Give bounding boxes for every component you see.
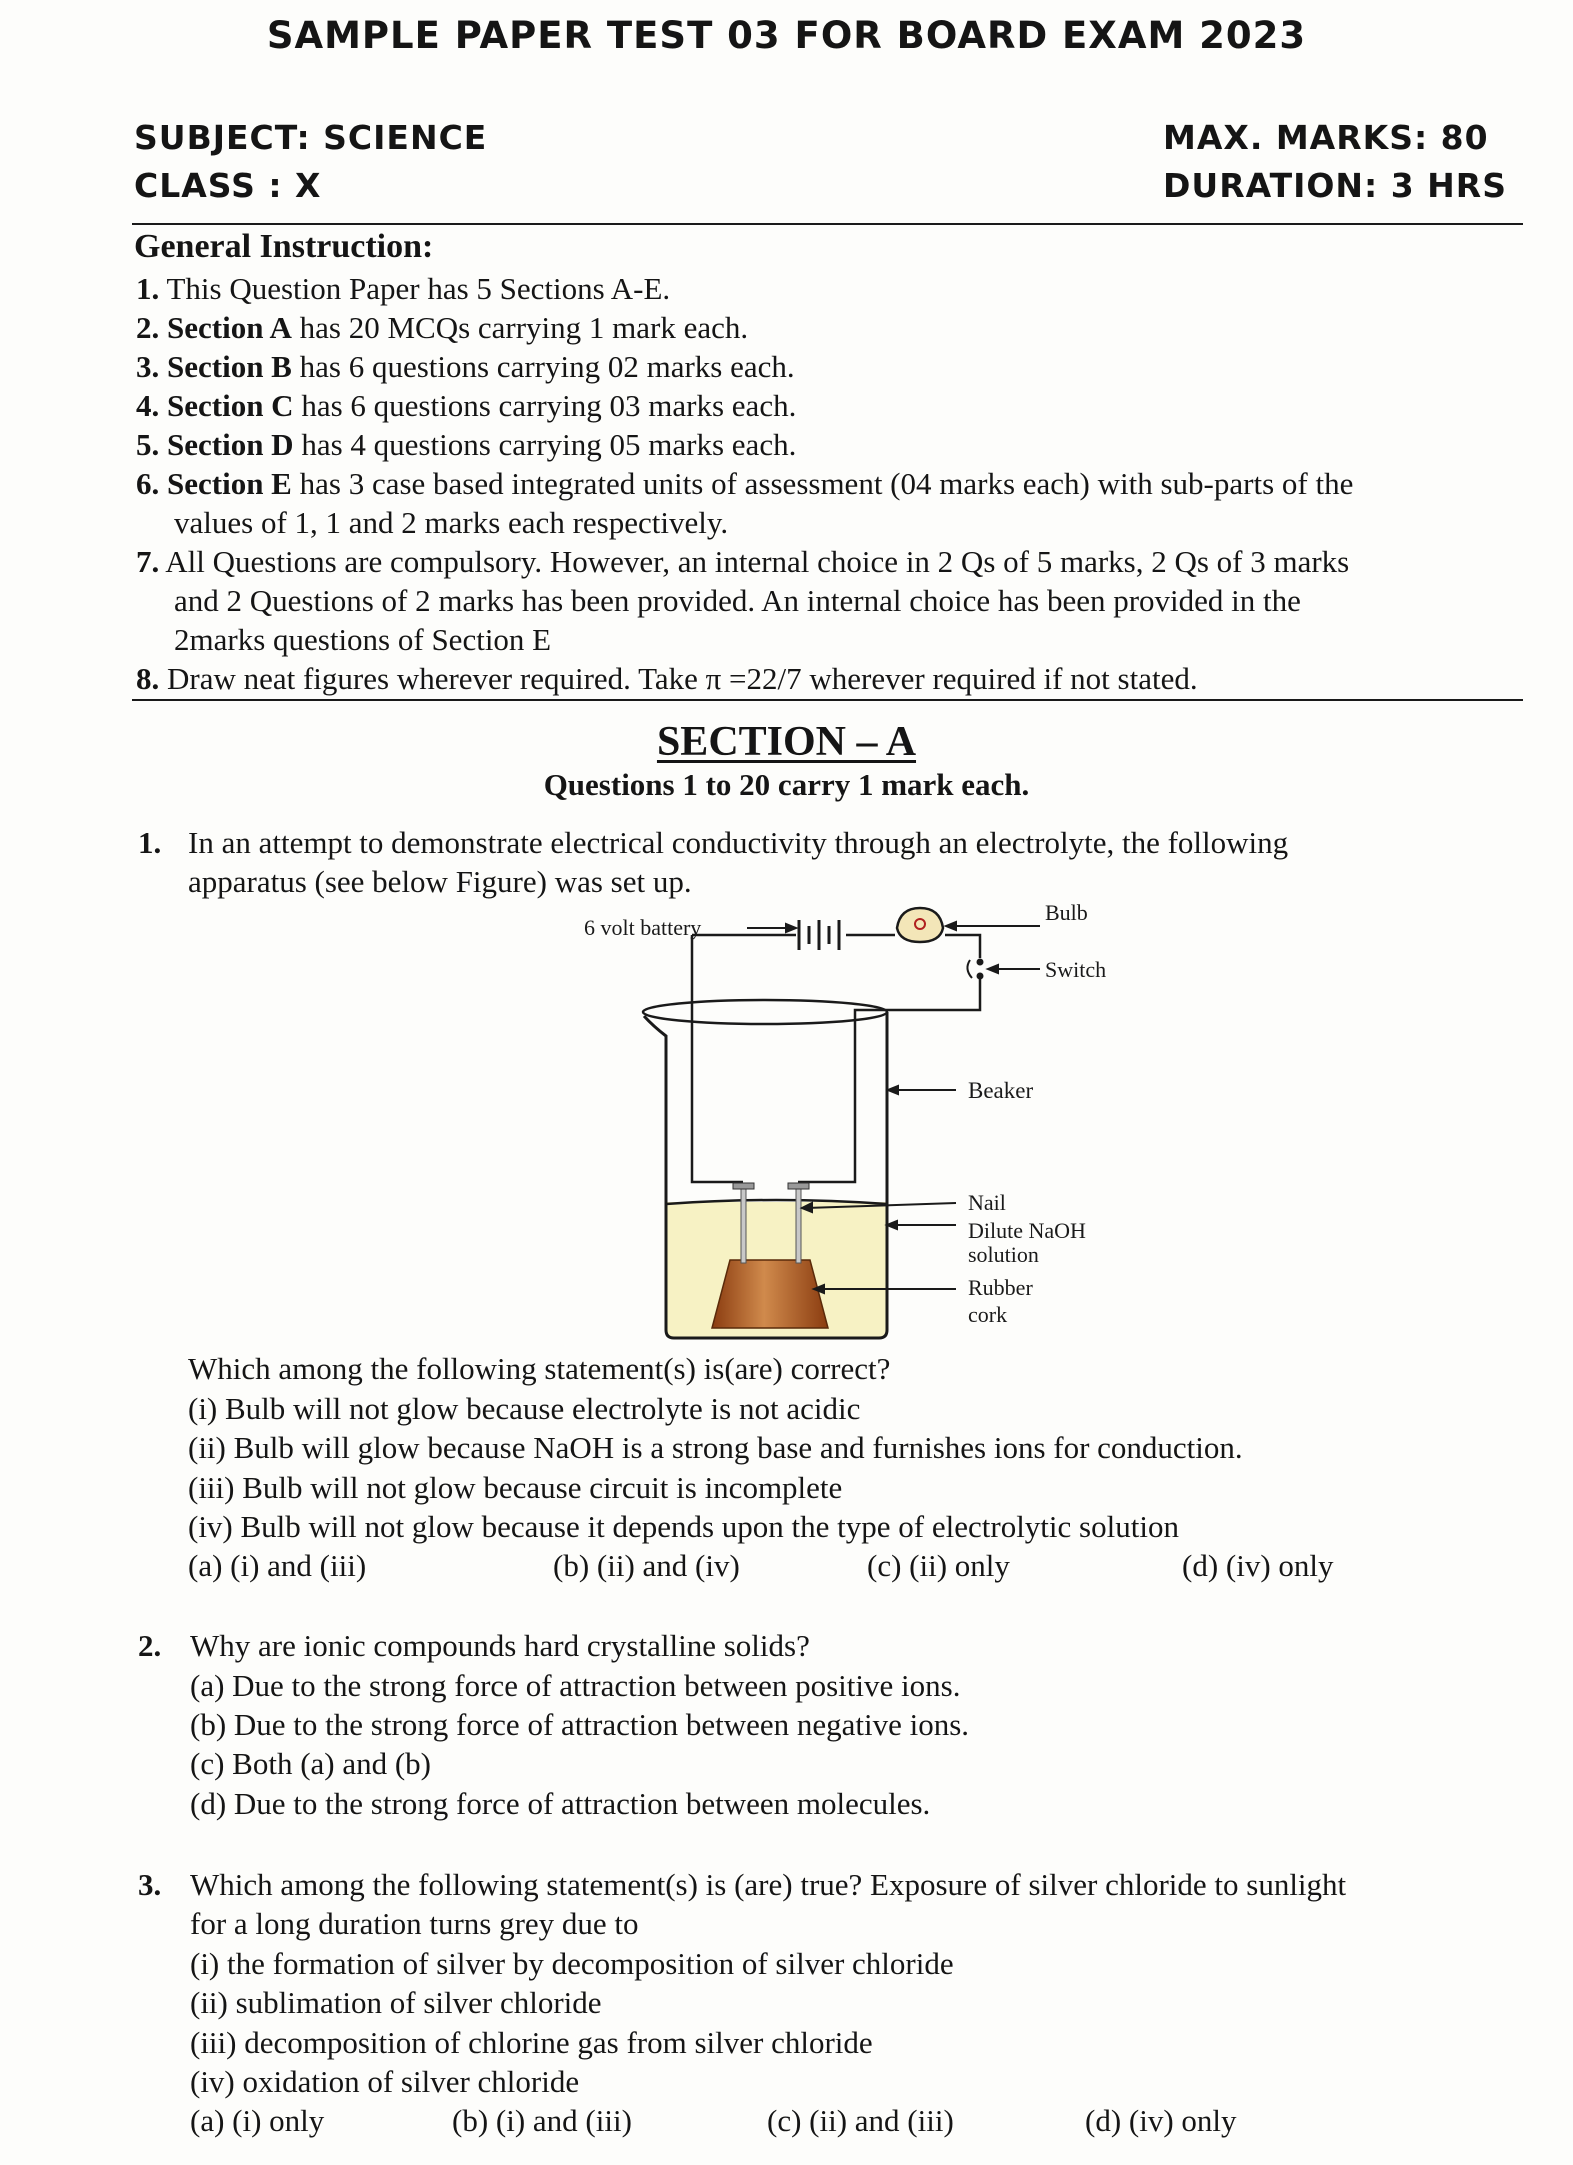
option-a: (a) (i) only bbox=[190, 2103, 325, 2138]
bulb-label: Bulb bbox=[1045, 900, 1088, 925]
instruction-continuation: and 2 Questions of 2 marks has been provided. An internal choice has been provided in the bbox=[174, 583, 1301, 618]
statement-item: (iii) decomposition of chlorine gas from silver chloride bbox=[190, 2025, 873, 2060]
max-marks-label: MAX. MARKS: 80 bbox=[1163, 118, 1489, 157]
solution-label-line1: Dilute NaOH bbox=[968, 1218, 1086, 1243]
duration-label: DURATION: 3 HRS bbox=[1163, 166, 1507, 205]
battery-label: 6 volt battery bbox=[584, 915, 702, 940]
instruction-number: 7. bbox=[136, 544, 160, 579]
statement-item: (ii) Bulb will glow because NaOH is a strong base and furnishes ions for conduction. bbox=[188, 1430, 1243, 1465]
instruction-bold-text: Section B bbox=[167, 349, 292, 384]
section-title bbox=[0, 718, 1573, 766]
statement-item: (ii) sublimation of silver chloride bbox=[190, 1985, 602, 2020]
instruction-text: has 20 MCQs carrying 1 mark each. bbox=[291, 310, 749, 345]
section-subtitle: Questions 1 to 20 carry 1 mark each. bbox=[543, 767, 1030, 802]
statement-item: (iv) oxidation of silver chloride bbox=[190, 2064, 580, 2099]
instructions-divider bbox=[132, 699, 1523, 701]
subject-label: SUBJECT: SCIENCE bbox=[134, 118, 488, 157]
instruction-item bbox=[136, 349, 795, 385]
instruction-bold-text: Section E bbox=[167, 466, 292, 501]
instruction-text: has 4 questions carrying 05 marks each. bbox=[293, 427, 797, 462]
instruction-text: Draw neat figures wherever required. Take π =22/7 wherever required if not stated. bbox=[167, 661, 1198, 696]
instruction-text: All Questions are compulsory. However, an internal choice in 2 Qs of 5 marks, 2 Qs of 3 marks bbox=[165, 544, 1350, 579]
question-text: Which among the following statement(s) is (are) true? Exposure of silver chloride to sunlight bbox=[190, 1867, 1347, 1902]
option-c: (c) Both (a) and (b) bbox=[190, 1746, 432, 1781]
cork-label-line2: cork bbox=[968, 1302, 1008, 1327]
switch-label: Switch bbox=[1045, 957, 1107, 982]
question-number: 3. bbox=[138, 1867, 162, 1902]
question-stem: Which among the following statement(s) is(are) correct? bbox=[188, 1351, 891, 1386]
instruction-number: 3. bbox=[136, 349, 160, 384]
instructions-heading: General Instruction: bbox=[134, 228, 434, 265]
option-b: (b) (i) and (iii) bbox=[452, 2103, 632, 2138]
instruction-text: has 6 questions carrying 03 marks each. bbox=[293, 388, 797, 423]
option-a: (a) (i) and (iii) bbox=[188, 1548, 367, 1583]
bulb-icon bbox=[897, 908, 943, 942]
instruction-item bbox=[136, 271, 670, 307]
rubber-cork bbox=[712, 1260, 828, 1328]
instruction-continuation: values of 1, 1 and 2 marks each respectively. bbox=[174, 505, 729, 540]
instruction-bold-text: Section C bbox=[167, 388, 294, 423]
question-number: 1. bbox=[138, 825, 162, 860]
electrolysis-apparatus-figure bbox=[560, 880, 1160, 1340]
switch-icon bbox=[967, 959, 983, 980]
instruction-item bbox=[136, 388, 796, 424]
instruction-number: 4. bbox=[136, 388, 160, 423]
instruction-number: 6. bbox=[136, 466, 160, 501]
instruction-item bbox=[136, 544, 1349, 580]
instruction-number: 2. bbox=[136, 310, 160, 345]
statement-item: (iii) Bulb will not glow because circuit is incomplete bbox=[188, 1470, 843, 1505]
class-label: CLASS : X bbox=[134, 166, 322, 205]
cork-label-line1: Rubber bbox=[968, 1275, 1033, 1300]
instruction-item bbox=[136, 427, 796, 463]
battery-icon bbox=[799, 920, 839, 950]
paper-title: SAMPLE PAPER TEST 03 FOR BOARD EXAM 2023 bbox=[266, 14, 1307, 57]
instruction-text: This Question Paper has 5 Sections A-E. bbox=[166, 271, 671, 306]
option-b: (b) (ii) and (iv) bbox=[553, 1548, 740, 1583]
option-c: (c) (ii) and (iii) bbox=[767, 2103, 954, 2138]
instruction-item bbox=[136, 661, 1198, 697]
instruction-item bbox=[136, 310, 748, 346]
option-b: (b) Due to the strong force of attraction between negative ions. bbox=[190, 1707, 970, 1742]
instruction-number: 1. bbox=[136, 271, 160, 306]
solution-label-line2: solution bbox=[968, 1242, 1039, 1267]
header-divider bbox=[132, 223, 1523, 225]
instruction-text: has 6 questions carrying 02 marks each. bbox=[291, 349, 795, 384]
instruction-number: 5. bbox=[136, 427, 160, 462]
question-text: apparatus (see below Figure) was set up. bbox=[188, 864, 692, 899]
statement-item: (iv) Bulb will not glow because it depends upon the type of electrolytic solution bbox=[188, 1509, 1179, 1544]
option-d: (d) (iv) only bbox=[1182, 1548, 1334, 1583]
instruction-number: 8. bbox=[136, 661, 160, 696]
option-a: (a) Due to the strong force of attraction between positive ions. bbox=[190, 1668, 961, 1703]
question-text: Why are ionic compounds hard crystalline solids? bbox=[190, 1628, 810, 1663]
section-title-text: SECTION – A bbox=[656, 719, 917, 765]
option-c: (c) (ii) only bbox=[867, 1548, 1010, 1583]
nail-label: Nail bbox=[968, 1190, 1006, 1215]
option-d: (d) (iv) only bbox=[1085, 2103, 1237, 2138]
question-text: In an attempt to demonstrate electrical conductivity through an electrolyte, the following bbox=[188, 825, 1289, 860]
option-d: (d) Due to the strong force of attraction between molecules. bbox=[190, 1786, 931, 1821]
instruction-bold-text: Section A bbox=[167, 310, 292, 345]
statement-item: (i) Bulb will not glow because electrolyte is not acidic bbox=[188, 1391, 861, 1426]
instruction-bold-text: Section D bbox=[167, 427, 294, 462]
instruction-continuation: 2marks questions of Section E bbox=[174, 622, 552, 657]
statement-item: (i) the formation of silver by decomposition of silver chloride bbox=[190, 1946, 954, 1981]
question-number: 2. bbox=[138, 1628, 162, 1663]
question-text: for a long duration turns grey due to bbox=[190, 1906, 639, 1941]
beaker-label: Beaker bbox=[968, 1078, 1034, 1103]
instruction-item bbox=[136, 466, 1353, 502]
instruction-text: has 3 case based integrated units of assessment (04 marks each) with sub-parts of the bbox=[291, 466, 1354, 501]
